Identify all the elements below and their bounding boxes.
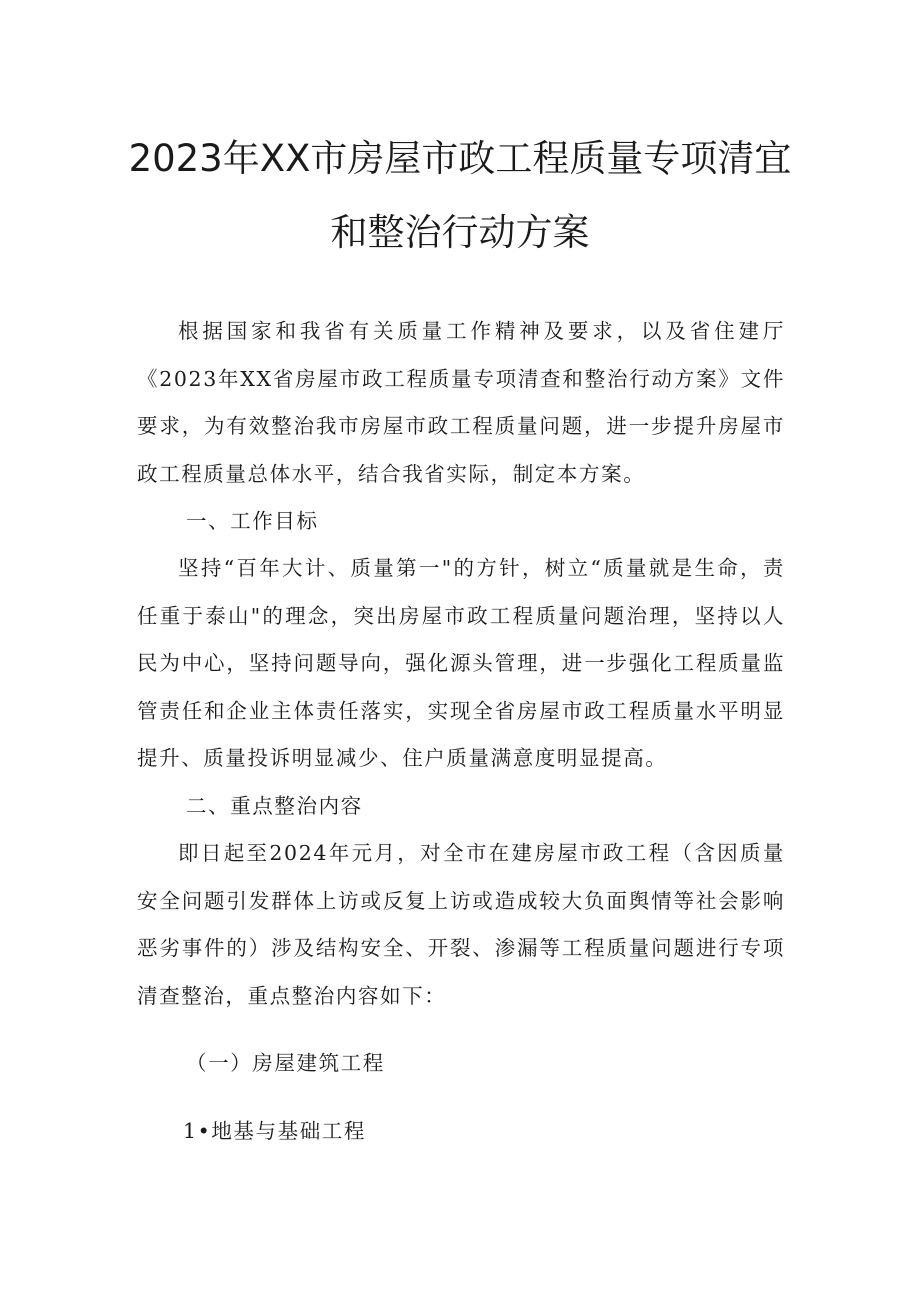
key-content-paragraph: 即日起至2024年元月，对全市在建房屋市政工程（含因质量安全问题引发群体上访或反复上访或造成较大负面舆情等社会影响恶劣事件的）涉及结构安全、开裂、渗漏等工程质量问题进行专项清查整治，重点整治内容如下： <box>137 841 785 1008</box>
work-goals-paragraph: 坚持“百年大计、质量第一"的方针，树立“质量就是生命，责任重于泰山"的理念，突出房屋市政工程质量问题治理，坚持以人民为中心，坚持问题导向，强化源头管理，进一步强化工程质量监管责任和企业主体责任落实，实现全省房屋市政工程质量水平明显提升、质量投诉明显减少、住户质量满意度明显提高。 <box>137 556 785 770</box>
intro-paragraph: 根据国家和我省有关质量工作精神及要求，以及省住建厅《2023年XX省房屋市政工程质量专项清查和整治行动方案》文件要求，为有效整治我市房屋市政工程质量问题，进一步提升房屋市政工程质量总体水平，结合我省实际，制定本方案。 <box>137 319 785 486</box>
document-title-line-2: 和整治行动方案 <box>330 211 590 254</box>
section-heading-work-goals: 一、工作目标 <box>186 509 319 533</box>
subsection-heading-buildings: （一）房屋建筑工程 <box>186 1051 385 1075</box>
document-title-line-1: 2023年XX市房屋市政工程质量专项清宜 <box>128 137 792 180</box>
section-heading-key-content: 二、重点整治内容 <box>186 794 363 818</box>
item-heading-foundation: 1•地基与基础工程 <box>183 1119 367 1143</box>
